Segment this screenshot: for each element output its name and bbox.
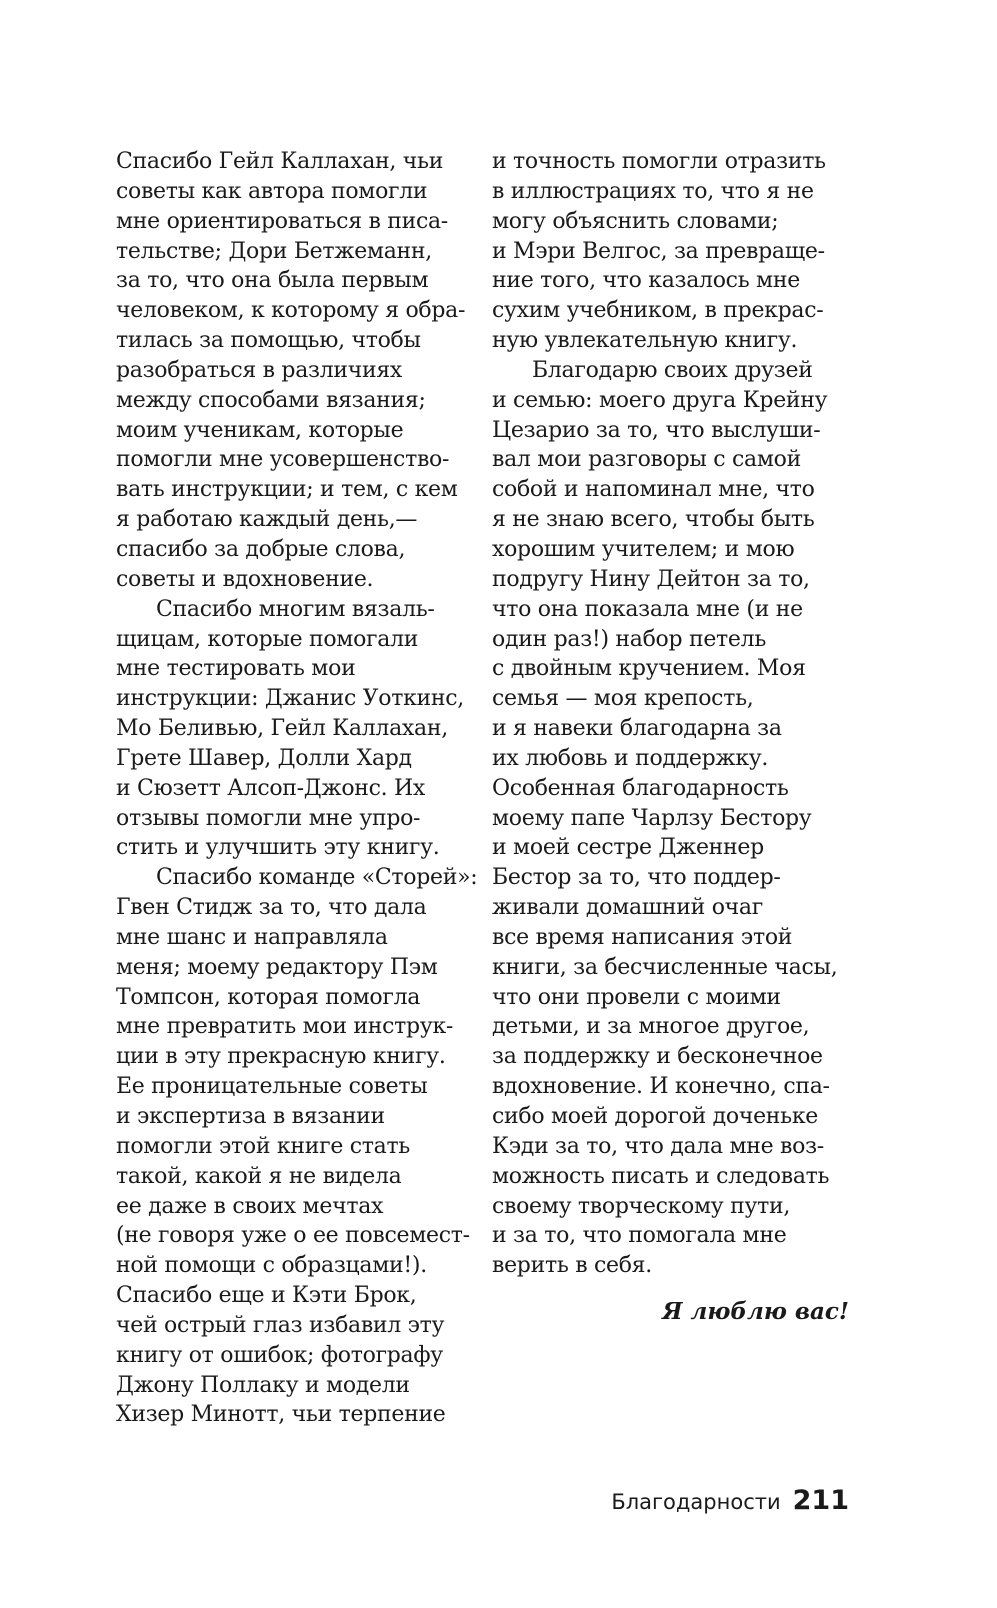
page-number: 211 (792, 1485, 849, 1516)
text-line: ную увлекательную книгу. (492, 328, 798, 354)
text-line: Кэди за то, что дала мне воз- (492, 1133, 824, 1159)
text-line: детьми, и за многое другое, (492, 1014, 810, 1040)
paragraph-start-line: Благодарю своих друзей (532, 357, 813, 383)
text-line: мне тестировать мои (116, 656, 356, 682)
text-line: Цезарио за то, что выслуши- (492, 417, 821, 443)
text-line: такой, какой я не видела (116, 1163, 402, 1189)
text-line: Джону Поллаку и модели (116, 1372, 410, 1398)
text-line: ции в эту прекрасную книгу. (116, 1044, 446, 1070)
text-line: мне ориентироваться в писа- (116, 208, 448, 234)
text-line: Ее проницательные советы (116, 1074, 428, 1100)
text-line: подругу Нину Дейтон за то, (492, 566, 810, 592)
text-line: отзывы помогли мне упро- (116, 805, 421, 831)
text-line: и за то, что помогала мне (492, 1223, 787, 1249)
text-line: ние того, что казалось мне (492, 268, 800, 294)
text-line: что они провели с моими (492, 984, 781, 1010)
page-footer (611, 1485, 849, 1516)
text-line: между способами вязания; (116, 387, 426, 413)
text-line: Бестор за то, что поддер- (492, 865, 781, 891)
text-line: Гвен Стидж за то, что дала (116, 895, 427, 921)
text-line: Особенная благодарность (492, 775, 789, 801)
text-line: (не говоря уже о ее повсемест- (116, 1223, 470, 1249)
text-line: один раз!) набор петель (492, 626, 766, 652)
text-line: Грете Шавер, Долли Хард (116, 745, 412, 771)
text-line: и Сюзетт Алсоп-Джонс. Их (116, 775, 426, 801)
text-line: моим ученикам, которые (116, 417, 404, 443)
text-line: советы как автора помогли (116, 178, 428, 204)
text-line: Спасибо еще и Кэти Брок, (116, 1283, 417, 1309)
text-line: что она показала мне (и не (492, 596, 803, 622)
text-line: за поддержку и бесконечное (492, 1044, 823, 1070)
text-line: и моей сестре Дженнер (492, 835, 764, 861)
text-line: меня; моему редактору Пэм (116, 954, 438, 980)
running-footer-section-title: Благодарности (611, 1490, 781, 1514)
text-line: щицам, которые помогали (116, 626, 419, 652)
text-line: стить и улучшить эту книгу. (116, 835, 440, 861)
paragraph-start-line: Спасибо многим вязаль- (156, 596, 435, 622)
text-line: разобраться в различиях (116, 357, 403, 383)
text-line: хорошим учителем; и мою (492, 536, 795, 562)
text-line: и я навеки благодарна за (492, 716, 782, 742)
text-line: Мо Беливью, Гейл Каллахан, (116, 716, 448, 742)
text-line: и экспертиза в вязании (116, 1104, 385, 1129)
text-line: тельстве; Дори Бетжеманн, (116, 238, 432, 264)
signoff-text: Я люблю вас! (662, 1298, 849, 1325)
text-line: могу объяснить словами; (492, 208, 779, 234)
paragraph-start-line: Спасибо команде «Сторей»: (156, 865, 478, 891)
text-line: я работаю каждый день,— (116, 507, 418, 533)
text-line: человеком, к которому я обра- (116, 298, 466, 324)
text-line: моему папе Чарлзу Бестору (492, 805, 812, 831)
text-line: вал мои разговоры с самой (492, 447, 801, 473)
text-line: в иллюстрациях то, что я не (492, 178, 814, 204)
text-line: спасибо за добрые слова, (116, 536, 406, 562)
text-line: книгу от ошибок; фотографу (116, 1342, 443, 1368)
text-line: и точность помогли отразить (492, 149, 826, 174)
text-line: инструкции: Джанис Уоткинс, (116, 686, 464, 712)
text-line: ее даже в своих мечтах (116, 1193, 384, 1219)
text-line: советы и вдохновение. (116, 566, 374, 592)
text-line: за то, что она была первым (116, 268, 429, 294)
text-line: с двойным кручением. Моя (492, 656, 806, 682)
text-line: и семью: моего друга Крейну (492, 387, 828, 413)
text-line: все время написания этой (492, 924, 793, 950)
text-line: ной помощи с образцами!). (116, 1253, 427, 1279)
text-line: своему творческому пути, (492, 1193, 791, 1219)
text-line: мне шанс и направляла (116, 924, 388, 950)
text-line: я не знаю всего, чтобы быть (492, 507, 815, 533)
text-line: помогли мне усовершенство- (116, 447, 450, 473)
text-line: собой и напоминал мне, что (492, 477, 815, 503)
text-line: вать инструкции; и тем, с кем (116, 477, 458, 503)
text-line: тилась за помощью, чтобы (116, 328, 421, 354)
text-line: мне превратить мои инструк- (116, 1014, 454, 1040)
left-text-column (116, 147, 478, 1430)
text-line: вдохновение. И конечно, спа- (492, 1074, 830, 1100)
text-line: чей острый глаз избавил эту (116, 1312, 445, 1338)
text-line: верить в себя. (492, 1253, 652, 1279)
text-line: семья — моя крепость, (492, 686, 754, 712)
text-line: помогли этой книге стать (116, 1133, 410, 1159)
right-text-column (492, 147, 847, 1281)
text-line: книги, за бесчисленные часы, (492, 954, 838, 980)
text-line: Хизер Минотт, чьи терпение (116, 1402, 446, 1428)
text-line: живали домашний очаг (492, 895, 763, 921)
text-line: Спасибо Гейл Каллахан, чьи (116, 149, 444, 174)
text-line: сибо моей дорогой доченьке (492, 1104, 819, 1129)
text-line: и Мэри Велгос, за превраще- (492, 238, 825, 264)
text-line: можность писать и следовать (492, 1163, 830, 1189)
text-line: сухим учебником, в прекрас- (492, 298, 824, 324)
text-line: Томпсон, которая помогла (116, 984, 421, 1010)
text-line: их любовь и поддержку. (492, 745, 769, 771)
